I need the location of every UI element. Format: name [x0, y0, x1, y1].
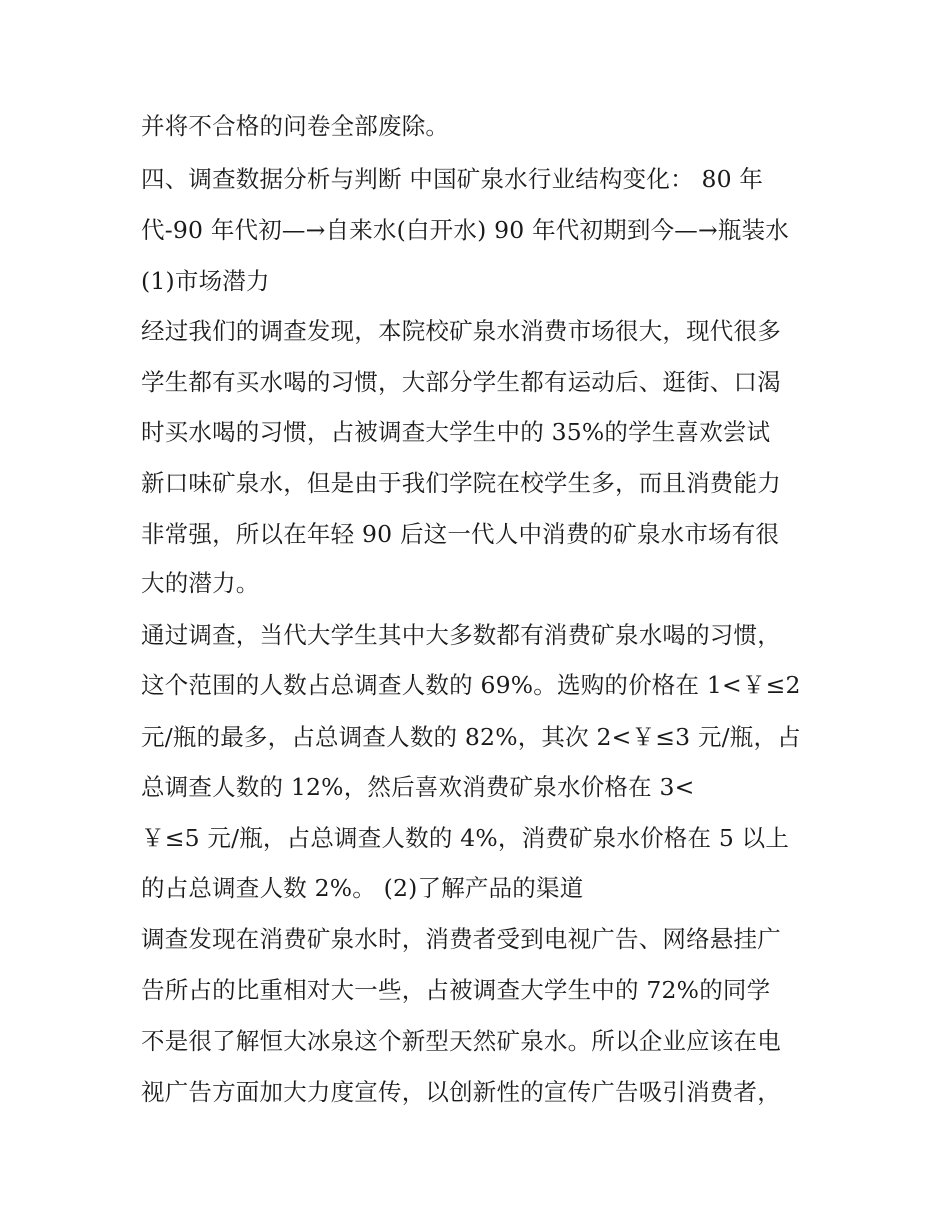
- text-line-18: 告所占的比重相对大一些，占被调查大学生中的 72%的同学: [141, 976, 771, 1004]
- text-line-19: 不是很了解恒大冰泉这个新型天然矿泉水。所以企业应该在电: [141, 1027, 781, 1055]
- text-line-7: 时买水喝的习惯，占被调查大学生中的 35%的学生喜欢尝试: [141, 418, 771, 446]
- text-line-11: 通过调查，当代大学生其中大多数都有消费矿泉水喝的习惯，: [141, 621, 781, 649]
- text-line-4: (1)市场潜力: [141, 267, 270, 295]
- text-line-6: 学生都有买水喝的习惯，大部分学生都有运动后、逛街、口渴: [141, 368, 781, 396]
- text-line-10: 大的潜力。: [141, 569, 260, 597]
- text-line-1: 并将不合格的问卷全部废除。: [141, 112, 450, 140]
- text-line-16: 的占总调查人数 2%。 (2)了解产品的渠道: [141, 874, 584, 902]
- text-line-12: 这个范围的人数占总调查人数的 69%。选购的价格在 1<￥≤2: [141, 671, 801, 699]
- text-line-13: 元/瓶的最多，占总调查人数的 82%，其次 2<￥≤3 元/瓶，占: [141, 723, 801, 751]
- text-line-14: 总调查人数的 12%，然后喜欢消费矿泉水价格在 3<: [141, 773, 695, 801]
- text-line-5: 经过我们的调查发现，本院校矿泉水消费市场很大，现代很多: [141, 317, 781, 345]
- text-line-9: 非常强，所以在年轻 90 后这一代人中消费的矿泉水市场有很: [141, 520, 780, 548]
- text-line-2: 四、调查数据分析与判断 中国矿泉水行业结构变化： 80 年: [141, 165, 764, 193]
- text-line-17: 调查发现在消费矿泉水时，消费者受到电视广告、网络悬挂广: [141, 925, 781, 953]
- text-line-20: 视广告方面加大力度宣传，以创新性的宣传广告吸引消费者，: [141, 1078, 781, 1106]
- text-line-3: 代-90 年代初—→自来水(白开水) 90 年代初期到今—→瓶装水: [141, 216, 789, 244]
- text-line-8: 新口味矿泉水，但是由于我们学院在校学生多，而且消费能力: [141, 469, 781, 497]
- text-line-15: ￥≤5 元/瓶，占总调查人数的 4%，消费矿泉水价格在 5 以上: [141, 824, 790, 852]
